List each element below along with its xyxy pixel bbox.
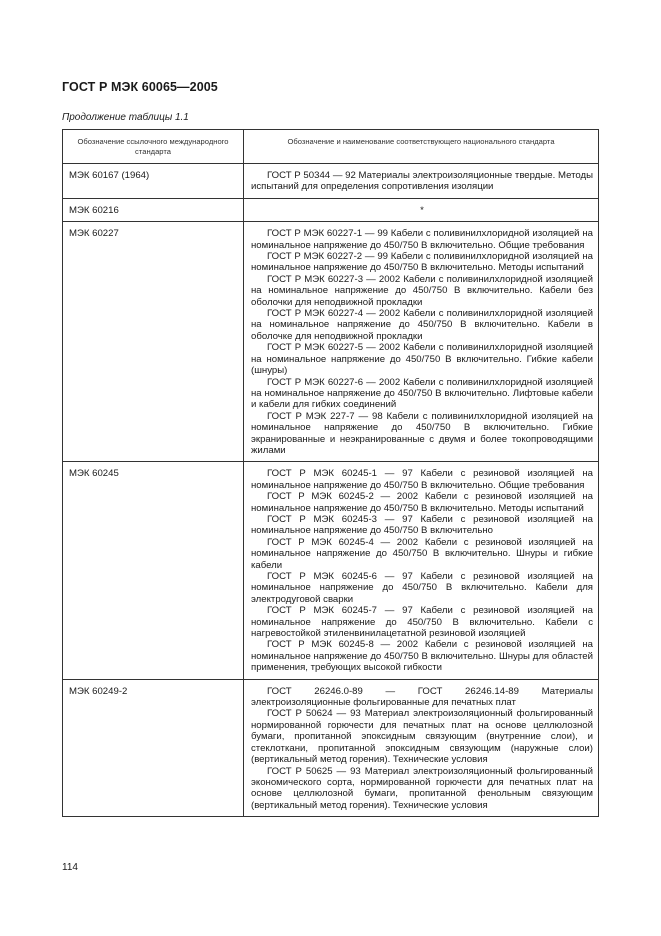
table-caption: Продолжение таблицы 1.1: [62, 112, 189, 123]
table-header-row: [63, 130, 599, 164]
international-standard-code: МЭК 60249-2: [63, 679, 244, 816]
national-standard-entry: ГОСТ Р 50624 — 93 Материал электроизоляционный фольгированный нормированной горючести для печатных плат на основе целлюлозной бумаги, пропитанной эпоксидным связующим (внутренние слои), и стеклоткани, пропитанной эпоксидным связующим (наружные слои) (вертикальный метод горения). Технические условия: [251, 708, 593, 766]
national-standard-entry: ГОСТ Р 50625 — 93 Материал электроизоляционный фольгированный экономического сорта, нормированной горючести для печатных плат на основе целлюлозной бумаги, пропитанной фенольным связующим (вертикальный метод горения). Технические условия: [251, 765, 593, 811]
table-row: [63, 164, 599, 199]
national-standard-entry: *: [420, 204, 424, 216]
table-row: [63, 679, 599, 816]
national-standard-entry: ГОСТ Р МЭК 60245-3 — 97 Кабели с резиновой изоляцией на номинальное напряжение до 450/750 В включительно: [251, 513, 593, 537]
national-standard-cell: [244, 679, 599, 816]
national-standard-entry: ГОСТ 26246.0-89 — ГОСТ 26246.14-89 Материалы электроизоляционные фольгированные для печатных плат: [251, 685, 593, 709]
national-standard-entry: ГОСТ Р МЭК 60245-7 — 97 Кабели с резиновой изоляцией на номинальное напряжение до 450/750 В включительно. Кабели с нагревостойкой этиленвинилацетатной резиновой изоляцией: [251, 605, 593, 640]
national-standard-cell: [244, 222, 599, 462]
table-body: [63, 164, 599, 817]
table-row: [63, 198, 599, 221]
national-standard-entry: ГОСТ Р МЭК 60245-4 — 2002 Кабели с резиновой изоляцией на номинальное напряжение до 450/750 В включительно. Шнуры и гибкие кабели: [251, 536, 593, 571]
international-standard-code: МЭК 60227: [63, 222, 244, 462]
page-number: 114: [62, 862, 78, 873]
international-standard-code: МЭК 60245: [63, 462, 244, 679]
national-standard-entry: ГОСТ Р МЭК 60227-5 — 2002 Кабели с поливинилхлоридной изоляцией на номинальное напряжение до 450/750 В включительно. Гибкие кабели (шнуры): [251, 342, 593, 377]
table-row: [63, 462, 599, 679]
national-standard-entry: ГОСТ Р МЭК 60227-6 — 2002 Кабели с поливинилхлоридной изоляцией на номинальное напряжение до 450/750 В включительно. Лифтовые кабели и кабели для гибких соединений: [251, 376, 593, 411]
national-standard-entry: ГОСТ Р МЭК 60245-6 — 97 Кабели с резиновой изоляцией на номинальное напряжение до 450/750 В включительно. Кабели для электродуговой сварки: [251, 571, 593, 605]
document-header: ГОСТ Р МЭК 60065—2005: [62, 80, 218, 94]
national-standard-entry: ГОСТ Р МЭК 60245-1 — 97 Кабели с резиновой изоляцией на номинальное напряжение до 450/750 В включительно. Общие требования: [251, 468, 593, 491]
national-standard-entry: ГОСТ Р МЭК 60227-1 — 99 Кабели с поливинилхлоридной изоляцией на номинальное напряжение до 450/750 В включительно. Общие требования: [251, 228, 593, 251]
national-standard-entry: ГОСТ Р МЭК 60227-4 — 2002 Кабели с поливинилхлоридной изоляцией на номинальное напряжение до 450/750 В включительно. Кабели в оболочке для неподвижной прокладки: [251, 308, 593, 342]
national-standard-cell: [244, 462, 599, 679]
national-standard-cell: [244, 164, 599, 199]
national-standard-entry: ГОСТ Р МЭК 60245-8 — 2002 Кабели с резиновой изоляцией на номинальное напряжение до 450/750 В включительно. Шнуры для областей применения, требующих высокой гибкости: [251, 639, 593, 674]
national-standard-entry: ГОСТ Р 50344 — 92 Материалы электроизоляционные твердые. Методы испытаний для определения сопротивления изоляции: [251, 170, 593, 193]
international-standard-code: МЭК 60216: [63, 198, 244, 221]
international-standard-code: МЭК 60167 (1964): [63, 164, 244, 199]
column-header-national: Обозначение и наименование соответствующего национального стандарта: [244, 130, 599, 164]
national-standard-entry: ГОСТ Р МЭК 60245-2 — 2002 Кабели с резиновой изоляцией на номинальное напряжение до 450/750 В включительно. Методы испытаний: [251, 491, 593, 514]
national-standard-entry: ГОСТ Р МЭК 227-7 — 98 Кабели с поливинилхлоридной изоляцией на номинальное напряжение до 450/750 В включительно. Гибкие экранированные и неэкранированные с двумя и более токопроводящими жилами: [251, 410, 593, 456]
column-header-international: Обозначение ссылочного международного стандарта: [63, 130, 244, 164]
national-standard-entry: ГОСТ Р МЭК 60227-3 — 2002 Кабели с поливинилхлоридной изоляцией на номинальное напряжение до 450/750 В включительно. Кабели без оболочки для неподвижной прокладки: [251, 273, 593, 308]
national-standard-entry: ГОСТ Р МЭК 60227-2 — 99 Кабели с поливинилхлоридной изоляцией на номинальное напряжение до 450/750 В включительно. Методы испытаний: [251, 251, 593, 274]
national-standard-cell: [244, 198, 599, 221]
table-row: [63, 222, 599, 462]
standards-table: [62, 129, 599, 817]
